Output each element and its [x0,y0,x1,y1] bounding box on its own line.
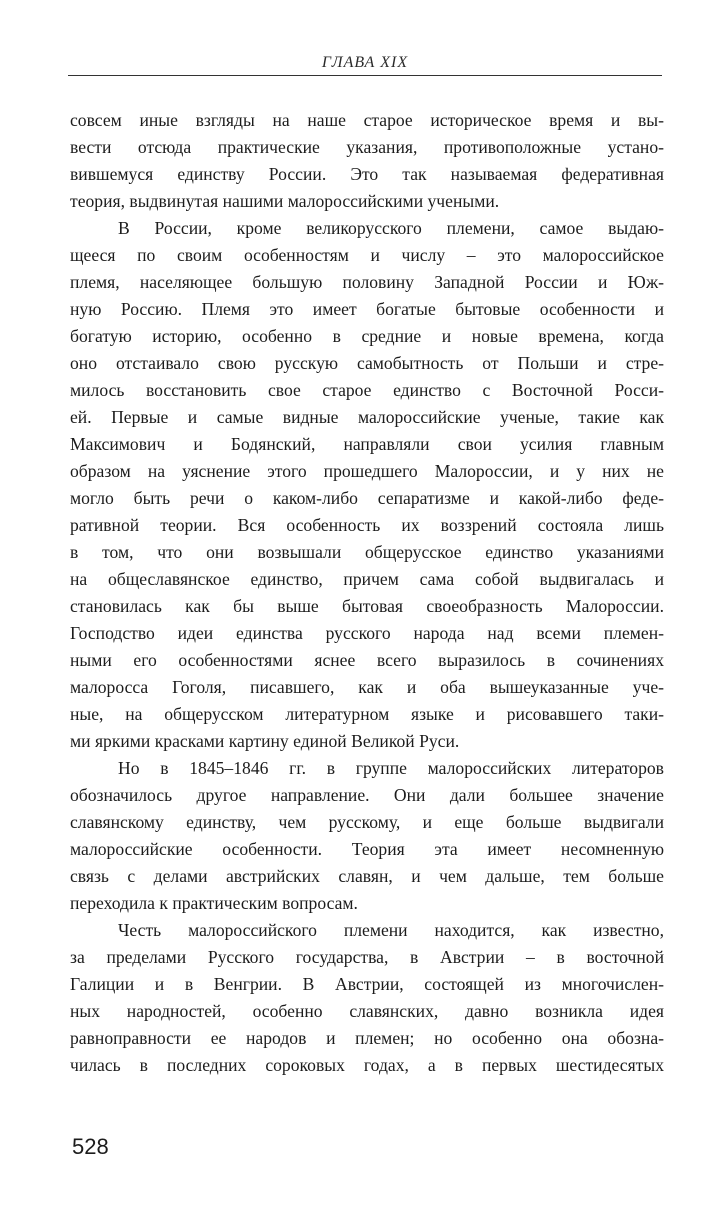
text-line: связь с делами австрийских славян, и чем дальше, тем больше [70,866,664,886]
text-line: Галиции и в Венгрии. В Австрии, состоящей из многочислен- [70,974,664,994]
text-line: ную Россию. Племя это имеет богатые бытовые особенности и [70,299,664,319]
text-line: вившемуся единству России. Это так называемая федеративная [70,164,664,184]
text-line: становилась как бы выше бытовая своеобразность Малороссии. [70,596,664,616]
paragraph [70,917,664,1079]
text-line: Максимович и Бодянский, направляли свои усилия главным [70,434,664,454]
text-line: на общеславянское единство, причем сама собой выдвигалась и [70,569,664,589]
text-line: ные, на общерусском литературном языке и рисовавшего таки- [70,704,664,724]
text-line: могло быть речи о каком-либо сепаратизме и какой-либо феде- [70,488,664,508]
text-line: малоросса Гоголя, писавшего, как и оба вышеуказанные уче- [70,677,664,697]
text-line: Но в 1845–1846 гг. в группе малороссийских литераторов [118,758,664,778]
text-line: богатую историю, особенно в средние и новые времена, когда [70,326,664,346]
body-text [70,107,664,1079]
text-line: образом на уяснение этого прошедшего Малороссии, и у них не [70,461,664,481]
text-line: Честь малороссийского племени находится, как известно, [118,920,664,940]
text-line: малороссийские особенности. Теория эта имеет несомненную [70,839,664,859]
text-line: племя, населяющее большую половину Западной России и Юж- [70,272,664,292]
text-line: щееся по своим особенностям и числу – это малороссийское [70,245,664,265]
paragraph [70,215,664,755]
header-rule [68,75,662,76]
text-line: переходила к практическим вопросам. [70,893,358,913]
text-line: обозначилось другое направление. Они дали большее значение [70,785,664,805]
text-line: теория, выдвинутая нашими малороссийскими учеными. [70,191,500,211]
text-line: В России, кроме великорусского племени, самое выдаю- [118,218,664,238]
paragraph [70,755,664,917]
text-line: Господство идеи единства русского народа над всеми племен- [70,623,664,643]
text-line: ративной теории. Вся особенность их воззрений состояла лишь [70,515,664,535]
text-line: совсем иные взгляды на наше старое историческое время и вы- [70,110,664,130]
text-line: равноправности ее народов и племен; но особенно она обозна- [70,1028,664,1048]
text-line: ных народностей, особенно славянских, давно возникла идея [70,1001,664,1021]
text-line: ей. Первые и самые видные малороссийские ученые, такие как [70,407,664,427]
text-line: в том, что они возвышали общерусское единство указаниями [70,542,664,562]
running-head-chapter: ГЛАВА XIX [321,54,409,71]
paragraph [70,107,664,215]
page-number: 528 [72,1134,109,1159]
text-line: славянскому единству, чем русскому, и еще больше выдвигали [70,812,664,832]
text-line: за пределами Русского государства, в Австрии – в восточной [70,947,664,967]
text-line: ми яркими красками картину единой Великой Руси. [70,731,460,751]
text-line: милось восстановить свое старое единство с Восточной Росси- [70,380,664,400]
text-line: ными его особенностями яснее всего выразилось в сочинениях [70,650,664,670]
text-line: вести отсюда практические указания, противоположные устано- [70,137,664,157]
text-line: оно отстаивало свою русскую самобытность от Польши и стре- [70,353,664,373]
text-line: чилась в последних сороковых годах, а в первых шестидесятых [70,1055,664,1075]
